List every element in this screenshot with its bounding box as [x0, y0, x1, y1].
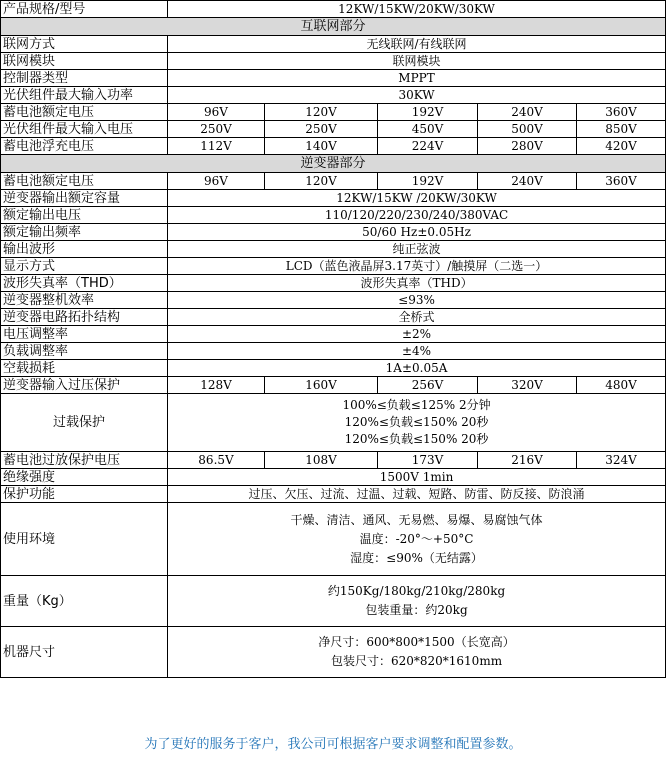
table-row: [1, 326, 666, 343]
environment-line: 湿度：≤90%（无结露）: [350, 550, 483, 565]
table-row: [1, 292, 666, 309]
cell-value: 224V: [378, 138, 478, 155]
cell-value: 256V: [378, 377, 478, 394]
row-value: 联网模块: [168, 53, 666, 70]
cell-value: 128V: [168, 377, 265, 394]
table-row: [1, 469, 666, 486]
row-label: 电压调整率: [1, 326, 168, 343]
row-label: 逆变器输出额定容量: [1, 190, 168, 207]
table-row: [1, 70, 666, 87]
row-label: 联网模块: [1, 53, 168, 70]
cell-value: 108V: [265, 452, 378, 469]
row-label: 输出波形: [1, 241, 168, 258]
cell-value: 120V: [265, 173, 378, 190]
table-row: [1, 503, 666, 576]
cell-value: 500V: [478, 121, 577, 138]
table-row: [1, 486, 666, 503]
row-label: 蓄电池额定电压: [1, 104, 168, 121]
cell-value: 324V: [577, 452, 666, 469]
row-value: 1500V 1min: [168, 469, 666, 486]
cell-value: 320V: [478, 377, 577, 394]
overload-line: 100%≤负载≤125% 2分钟: [342, 398, 491, 412]
cell-value: 112V: [168, 138, 265, 155]
row-value: 波形失真率（THD）: [168, 275, 666, 292]
cell-value: 240V: [478, 173, 577, 190]
row-value: ±2%: [168, 326, 666, 343]
table-row: [1, 360, 666, 377]
cell-value: 120V: [265, 104, 378, 121]
cell-value: 250V: [168, 121, 265, 138]
table-row: [1, 224, 666, 241]
row-label: 保护功能: [1, 486, 168, 503]
table-row: [1, 258, 666, 275]
environment-values: [168, 503, 666, 576]
table-row: [1, 452, 666, 469]
row-label: 额定输出电压: [1, 207, 168, 224]
weight-line: 约150Kg/180kg/210kg/280kg: [327, 584, 506, 598]
cell-value: 192V: [378, 173, 478, 190]
overload-line: 120%≤负载≤150% 20秒: [344, 432, 489, 446]
cell-value: 360V: [577, 104, 666, 121]
table-row: [1, 394, 666, 452]
row-label: 显示方式: [1, 258, 168, 275]
row-label: 控制器类型: [1, 70, 168, 87]
cell-value: 86.5V: [168, 452, 265, 469]
customization-note: 为了更好的服务于客户，我公司可根据客户要求调整和配置参数。: [144, 737, 522, 752]
section-header-inverter: [1, 155, 666, 173]
cell-value: 140V: [265, 138, 378, 155]
row-label: 空载损耗: [1, 360, 168, 377]
table-row: [1, 343, 666, 360]
row-value: 无线联网/有线联网: [168, 36, 666, 53]
environment-line: 干燥、清洁、通风、无易燃、易爆、易腐蚀气体: [290, 512, 543, 527]
row-value: 过压、欠压、过流、过温、过载、短路、防雷、防反接、防浪涌: [168, 486, 666, 503]
cell-value: 850V: [577, 121, 666, 138]
row-label: 机器尺寸: [1, 627, 168, 678]
weight-line: 包装重量：约20kg: [365, 603, 468, 617]
row-value: 1A±0.05A: [168, 360, 666, 377]
overload-values: [168, 394, 666, 452]
row-label: 蓄电池浮充电压: [1, 138, 168, 155]
table-row: [1, 207, 666, 224]
table-row: [1, 53, 666, 70]
cell-value: 240V: [478, 104, 577, 121]
environment-line: 温度：-20°～+50°C: [359, 531, 474, 546]
table-row: [1, 138, 666, 155]
cell-value: 96V: [168, 173, 265, 190]
cell-value: 450V: [378, 121, 478, 138]
overload-line: 120%≤负载≤150% 20秒: [344, 415, 489, 429]
row-value: 纯正弦波: [168, 241, 666, 258]
row-value: 50/60 Hz±0.05Hz: [168, 224, 666, 241]
row-value: 30KW: [168, 87, 666, 104]
spec-label: 产品规格/型号: [1, 1, 168, 18]
size-line: 净尺寸：600*800*1500（长宽高）: [318, 635, 515, 649]
row-label: 联网方式: [1, 36, 168, 53]
table-row: [1, 121, 666, 138]
row-label: 光伏组件最大输入电压: [1, 121, 168, 138]
row-label: 蓄电池过放保护电压: [1, 452, 168, 469]
row-label: 波形失真率（THD）: [1, 275, 168, 292]
row-value: ±4%: [168, 343, 666, 360]
row-label: 绝缘强度: [1, 469, 168, 486]
row-label: 光伏组件最大输入功率: [1, 87, 168, 104]
size-line: 包装尺寸：620*820*1610mm: [330, 654, 503, 668]
spec-value: 12KW/15KW/20KW/30KW: [168, 1, 666, 18]
table-row: [1, 275, 666, 292]
table-row: [1, 173, 666, 190]
cell-value: 216V: [478, 452, 577, 469]
row-label: 使用环境: [1, 503, 168, 576]
weight-values: [168, 576, 666, 627]
row-label: 过载保护: [1, 394, 168, 452]
row-label: 额定输出频率: [1, 224, 168, 241]
cell-value: 160V: [265, 377, 378, 394]
cell-value: 173V: [378, 452, 478, 469]
cell-value: 280V: [478, 138, 577, 155]
row-label: 重量（Kg）: [1, 576, 168, 627]
table-row: [1, 36, 666, 53]
spec-row: [1, 1, 666, 18]
section-title-internet: 互联网部分: [1, 18, 666, 36]
row-value: ≤93%: [168, 292, 666, 309]
row-value: LCD（蓝色液晶屏3.17英寸）/触摸屏（二选一）: [168, 258, 666, 275]
section-title-inverter: 逆变器部分: [1, 155, 666, 173]
row-label: 蓄电池额定电压: [1, 173, 168, 190]
section-header-internet: [1, 18, 666, 36]
row-label: 负载调整率: [1, 343, 168, 360]
row-label: 逆变器输入过压保护: [1, 377, 168, 394]
table-row: [1, 627, 666, 678]
row-value: 12KW/15KW /20KW/30KW: [168, 190, 666, 207]
table-row: [1, 104, 666, 121]
row-label: 逆变器电路拓扑结构: [1, 309, 168, 326]
table-row: [1, 190, 666, 207]
cell-value: 420V: [577, 138, 666, 155]
cell-value: 480V: [577, 377, 666, 394]
table-row: [1, 241, 666, 258]
cell-value: 192V: [378, 104, 478, 121]
row-value: MPPT: [168, 70, 666, 87]
row-value: 全桥式: [168, 309, 666, 326]
row-value: 110/120/220/230/240/380VAC: [168, 207, 666, 224]
cell-value: 250V: [265, 121, 378, 138]
table-row: [1, 309, 666, 326]
cell-value: 96V: [168, 104, 265, 121]
cell-value: 360V: [577, 173, 666, 190]
size-values: [168, 627, 666, 678]
row-label: 逆变器整机效率: [1, 292, 168, 309]
table-row: [1, 377, 666, 394]
table-row: [1, 576, 666, 627]
table-row: [1, 87, 666, 104]
